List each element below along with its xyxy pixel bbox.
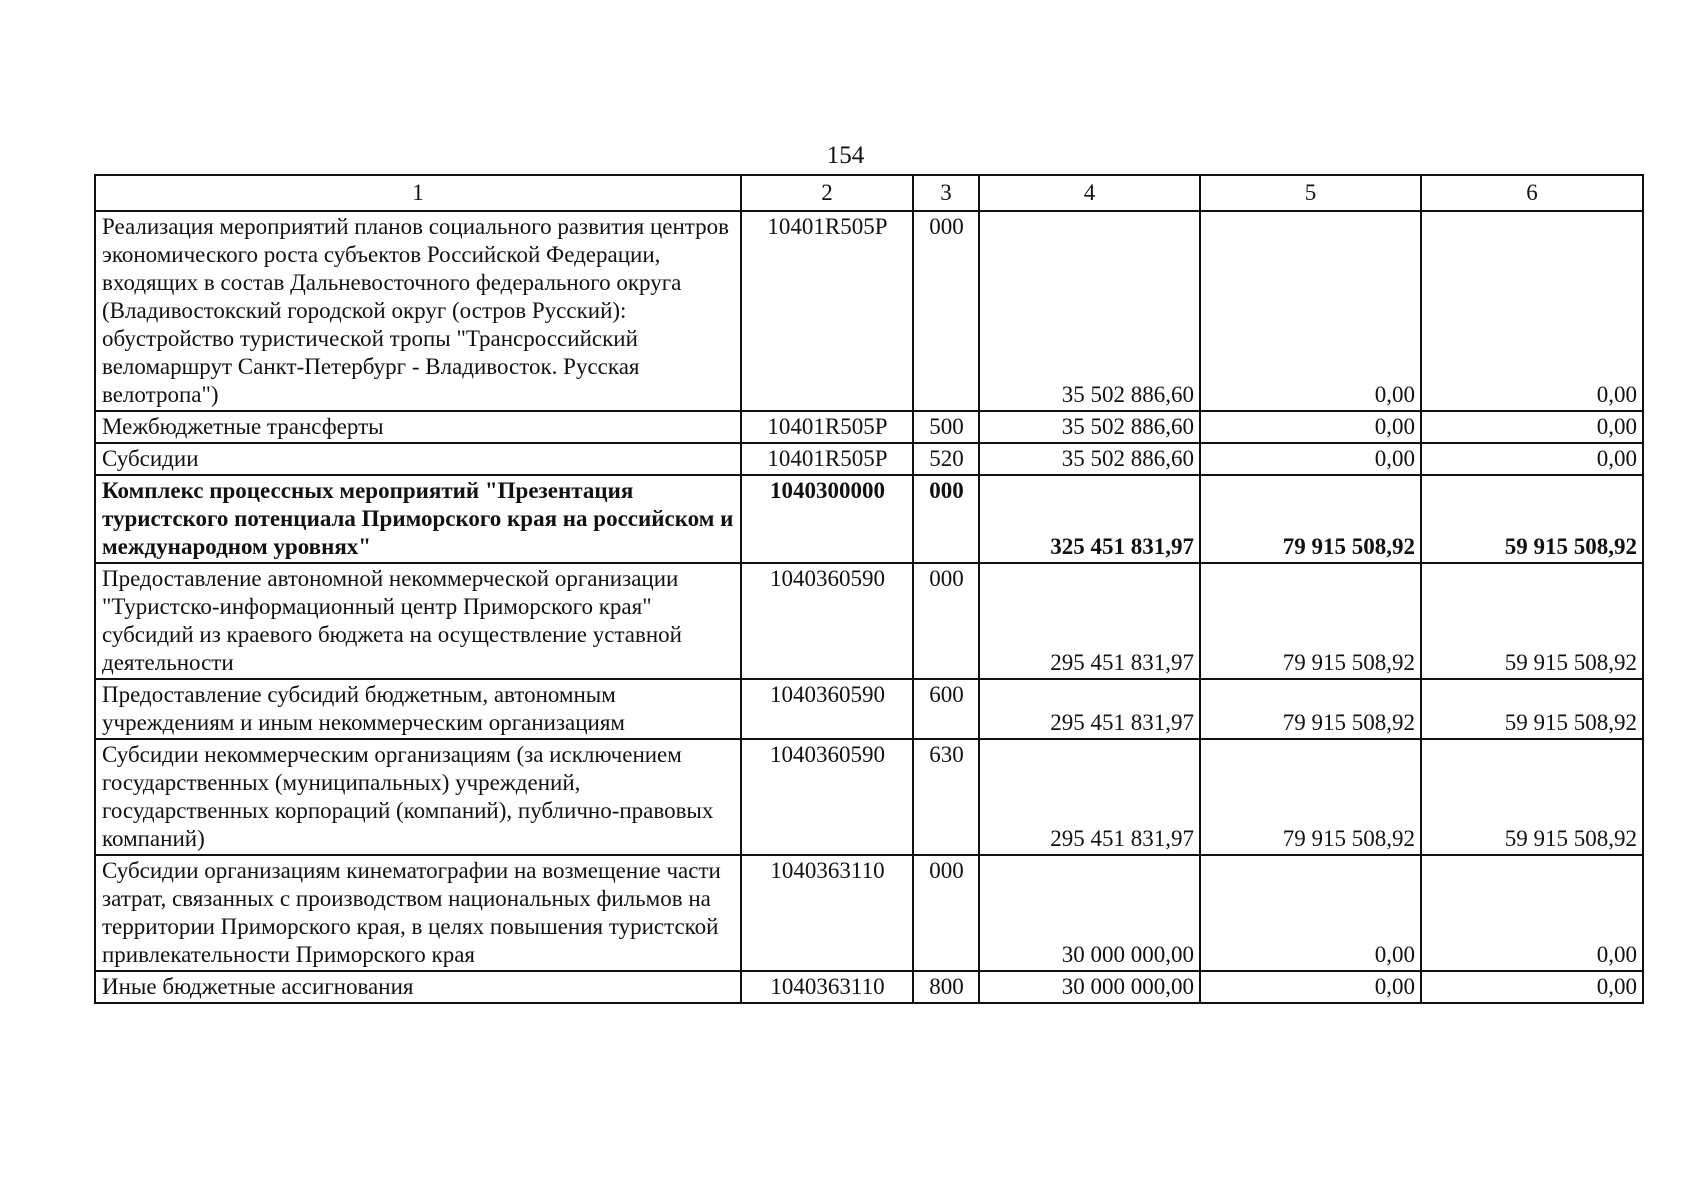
row-value-5: 79 915 508,92 (1200, 679, 1421, 739)
row-value-6: 0,00 (1421, 971, 1643, 1003)
row-value-6: 59 915 508,92 (1421, 679, 1643, 739)
table-row (95, 563, 1643, 679)
row-value-6: 0,00 (1421, 211, 1643, 411)
row-value-4: 30 000 000,00 (979, 971, 1200, 1003)
row-value-4: 35 502 886,60 (979, 443, 1200, 475)
table-row (95, 679, 1643, 739)
column-header-1: 1 (95, 175, 741, 211)
row-value-5: 79 915 508,92 (1200, 739, 1421, 855)
row-type: 000 (913, 211, 979, 411)
row-value-5: 0,00 (1200, 411, 1421, 443)
row-name: Иные бюджетные ассигнования (95, 971, 741, 1003)
row-value-4: 295 451 831,97 (979, 739, 1200, 855)
row-type: 500 (913, 411, 979, 443)
row-value-4: 295 451 831,97 (979, 679, 1200, 739)
row-type: 800 (913, 971, 979, 1003)
row-value-4: 295 451 831,97 (979, 563, 1200, 679)
row-name: Предоставление субсидий бюджетным, автономным учреждениям и иным некоммерческим организациям (95, 679, 741, 739)
row-value-5: 79 915 508,92 (1200, 475, 1421, 563)
row-value-6: 0,00 (1421, 411, 1643, 443)
row-value-5: 0,00 (1200, 971, 1421, 1003)
row-code: 1040300000 (741, 475, 913, 563)
table-row (95, 411, 1643, 443)
row-type: 600 (913, 679, 979, 739)
row-value-4: 325 451 831,97 (979, 475, 1200, 563)
row-code: 10401R505P (741, 211, 913, 411)
row-value-4: 35 502 886,60 (979, 211, 1200, 411)
row-code: 1040360590 (741, 679, 913, 739)
column-header-6: 6 (1421, 175, 1643, 211)
row-value-4: 35 502 886,60 (979, 411, 1200, 443)
row-value-4: 30 000 000,00 (979, 855, 1200, 971)
column-header-3: 3 (913, 175, 979, 211)
budget-table (94, 174, 1644, 1004)
table-row (95, 971, 1643, 1003)
row-value-5: 0,00 (1200, 211, 1421, 411)
row-value-5: 79 915 508,92 (1200, 563, 1421, 679)
row-type: 520 (913, 443, 979, 475)
row-value-6: 0,00 (1421, 443, 1643, 475)
row-type: 000 (913, 855, 979, 971)
table-row (95, 443, 1643, 475)
row-value-6: 59 915 508,92 (1421, 475, 1643, 563)
row-name: Реализация мероприятий планов социального развития центров экономического роста субъектов Российской Федерации, входящих в состав Дальневосточного федерального округа (Владивостокский городской округ (остров Русский): обустройство туристической тропы "Трансроссийский веломаршрут Санкт-Петербург - Владивосток. Русская велотропа") (95, 211, 741, 411)
row-value-6: 59 915 508,92 (1421, 563, 1643, 679)
row-value-5: 0,00 (1200, 443, 1421, 475)
row-name: Комплекс процессных мероприятий "Презентация туристского потенциала Приморского края на российском и международном уровнях" (95, 475, 741, 563)
row-value-6: 0,00 (1421, 855, 1643, 971)
row-name: Субсидии (95, 443, 741, 475)
row-name: Межбюджетные трансферты (95, 411, 741, 443)
column-header-5: 5 (1200, 175, 1421, 211)
row-type: 000 (913, 475, 979, 563)
table-row (95, 855, 1643, 971)
row-value-6: 59 915 508,92 (1421, 739, 1643, 855)
row-code: 1040360590 (741, 739, 913, 855)
column-header-2: 2 (741, 175, 913, 211)
row-code: 1040360590 (741, 563, 913, 679)
table-row (95, 211, 1643, 411)
table-row-section (95, 475, 1643, 563)
table-row (95, 739, 1643, 855)
page-number: 154 (826, 142, 865, 169)
row-code: 10401R505P (741, 443, 913, 475)
row-value-5: 0,00 (1200, 855, 1421, 971)
row-code: 1040363110 (741, 855, 913, 971)
row-code: 1040363110 (741, 971, 913, 1003)
row-type: 630 (913, 739, 979, 855)
table-header-row (95, 175, 1643, 211)
row-name: Субсидии некоммерческим организациям (за исключением государственных (муниципальных) учреждений, государственных корпораций (компаний), публично-правовых компаний) (95, 739, 741, 855)
row-name: Субсидии организациям кинематографии на возмещение части затрат, связанных с производством национальных фильмов на территории Приморского края, в целях повышения туристской привлекательности Приморского края (95, 855, 741, 971)
row-code: 10401R505P (741, 411, 913, 443)
column-header-4: 4 (979, 175, 1200, 211)
row-name: Предоставление автономной некоммерческой организации "Туристско-информационный центр Приморского края" субсидий из краевого бюджета на осуществление уставной деятельности (95, 563, 741, 679)
row-type: 000 (913, 563, 979, 679)
